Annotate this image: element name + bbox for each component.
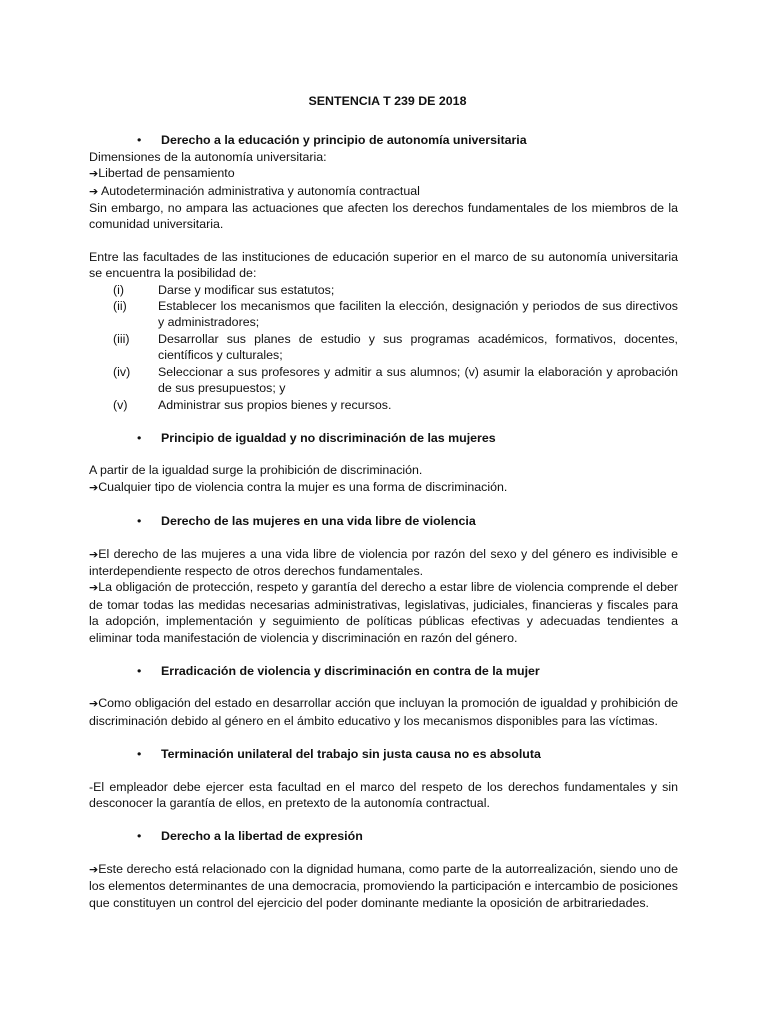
arrow-paragraph (89, 546, 678, 580)
list-item (89, 331, 678, 364)
list-text: Desarrollar sus planes de estudio y sus programas académicos, formativos, docentes, científicos y culturales; (158, 331, 678, 363)
arrow-paragraph (89, 861, 678, 911)
arrow-icon: ➔ (89, 184, 99, 198)
paragraph-text: El empleador debe ejercer esta facultad en el marco del respeto de los derechos fundamentales y sin desconocer la garantía de ellos, en pretexto de la autonomía contractual. (89, 779, 678, 810)
bullet-icon: • (137, 747, 142, 762)
list-item (89, 364, 678, 397)
section-heading-text: Terminación unilateral del trabajo sin justa causa no es absoluta (161, 747, 541, 762)
paragraph-text: La obligación de protección, respeto y garantía del derecho a estar libre de violencia comprende el deber de tomar todas las medidas necesarias administrativas, legislativas, judiciales, financieras y fiscales para la adopción, implementación y seguimiento de políticas públicas efectivas y adecuadas tendientes a eliminar toda manifestación de violencia y discriminación en razón del género. (89, 580, 678, 645)
section-heading-text: Erradicación de violencia y discriminación en contra de la mujer (161, 663, 540, 678)
bullet-icon: • (137, 663, 142, 678)
point-text: Cualquier tipo de violencia contra la mujer es una forma de discriminación. (98, 479, 508, 494)
list-item (89, 397, 678, 413)
document-body (89, 93, 678, 911)
arrow-point (89, 479, 678, 496)
point-text: Libertad de pensamiento (98, 166, 235, 181)
section-heading (89, 828, 678, 844)
section-heading (89, 746, 678, 762)
list-number: (ii) (113, 299, 127, 314)
point-text: Autodeterminación administrativa y autonomía contractual (98, 183, 420, 198)
paragraph (89, 779, 678, 812)
list-number: (iii) (113, 331, 130, 346)
arrow-point (89, 165, 678, 182)
bullet-icon: • (137, 133, 142, 148)
arrow-paragraph (89, 695, 678, 729)
arrow-paragraph (89, 579, 678, 646)
list-number: (iv) (113, 364, 131, 379)
arrow-icon: ➔ (89, 480, 99, 494)
paragraph: A partir de la igualdad surge la prohibición de discriminación. (89, 463, 423, 478)
bullet-icon: • (137, 430, 142, 445)
list-text: Darse y modificar sus estatutos; (158, 282, 335, 297)
arrow-icon: ➔ (89, 581, 99, 595)
paragraph-text: El derecho de las mujeres a una vida libre de violencia por razón del sexo y del género es indivisible e interdependiente respecto de otros derechos fundamentales. (89, 546, 678, 578)
dash-prefix: - (89, 779, 94, 794)
arrow-icon: ➔ (89, 547, 99, 561)
section-heading-text: Principio de igualdad y no discriminación de las mujeres (161, 430, 496, 445)
arrow-icon: ➔ (89, 862, 99, 876)
section-heading (89, 513, 678, 529)
section-heading-text: Derecho a la educación y principio de autonomía universitaria (161, 133, 527, 148)
section-heading (89, 430, 678, 446)
bullet-icon: • (137, 514, 142, 529)
section-heading (89, 663, 678, 679)
paragraph-text: Este derecho está relacionado con la dignidad humana, como parte de la autorrealización, siendo uno de los elementos determinantes de una democracia, promoviendo la participación e intercambio de posiciones que constituyen un control del ejercicio del poder dominante mediante la oposición de arbitrariedades. (89, 861, 678, 910)
list-item (89, 282, 678, 298)
document-title: SENTENCIA T 239 DE 2018 (308, 94, 467, 108)
powers-list (89, 282, 678, 413)
list-text: Establecer los mecanismos que faciliten la elección, designación y periodos de sus directivos y administradores; (158, 299, 678, 330)
paragraph: Dimensiones de la autonomía universitaria: (89, 149, 327, 164)
list-text: Seleccionar a sus profesores y admitir a sus alumnos; (v) asumir la elaboración y aprobación de sus presupuestos; y (158, 364, 678, 396)
bullet-icon: • (137, 829, 142, 844)
arrow-icon: ➔ (89, 697, 99, 711)
arrow-icon: ➔ (89, 167, 99, 181)
section-heading-text: Derecho de las mujeres en una vida libre de violencia (161, 514, 476, 529)
paragraph-text: Como obligación del estado en desarrollar acción que incluyan la promoción de igualdad y prohibición de discriminación debido al género en el ámbito educativo y los mecanismos disponibles para las víctimas. (89, 696, 678, 728)
section-heading-text: Derecho a la libertad de expresión (161, 829, 363, 844)
list-item (89, 298, 678, 331)
list-number: (i) (113, 282, 125, 297)
paragraph: Sin embargo, no ampara las actuaciones que afecten los derechos fundamentales de los miembros de la comunidad universitaria. (89, 201, 678, 232)
arrow-point (89, 183, 678, 200)
section-heading (89, 132, 678, 148)
list-number: (v) (113, 397, 128, 412)
list-text: Administrar sus propios bienes y recursos. (158, 397, 392, 412)
paragraph: Entre las facultades de las instituciones de educación superior en el marco de su autonomía universitaria se encuentra la posibilidad de: (89, 249, 678, 281)
